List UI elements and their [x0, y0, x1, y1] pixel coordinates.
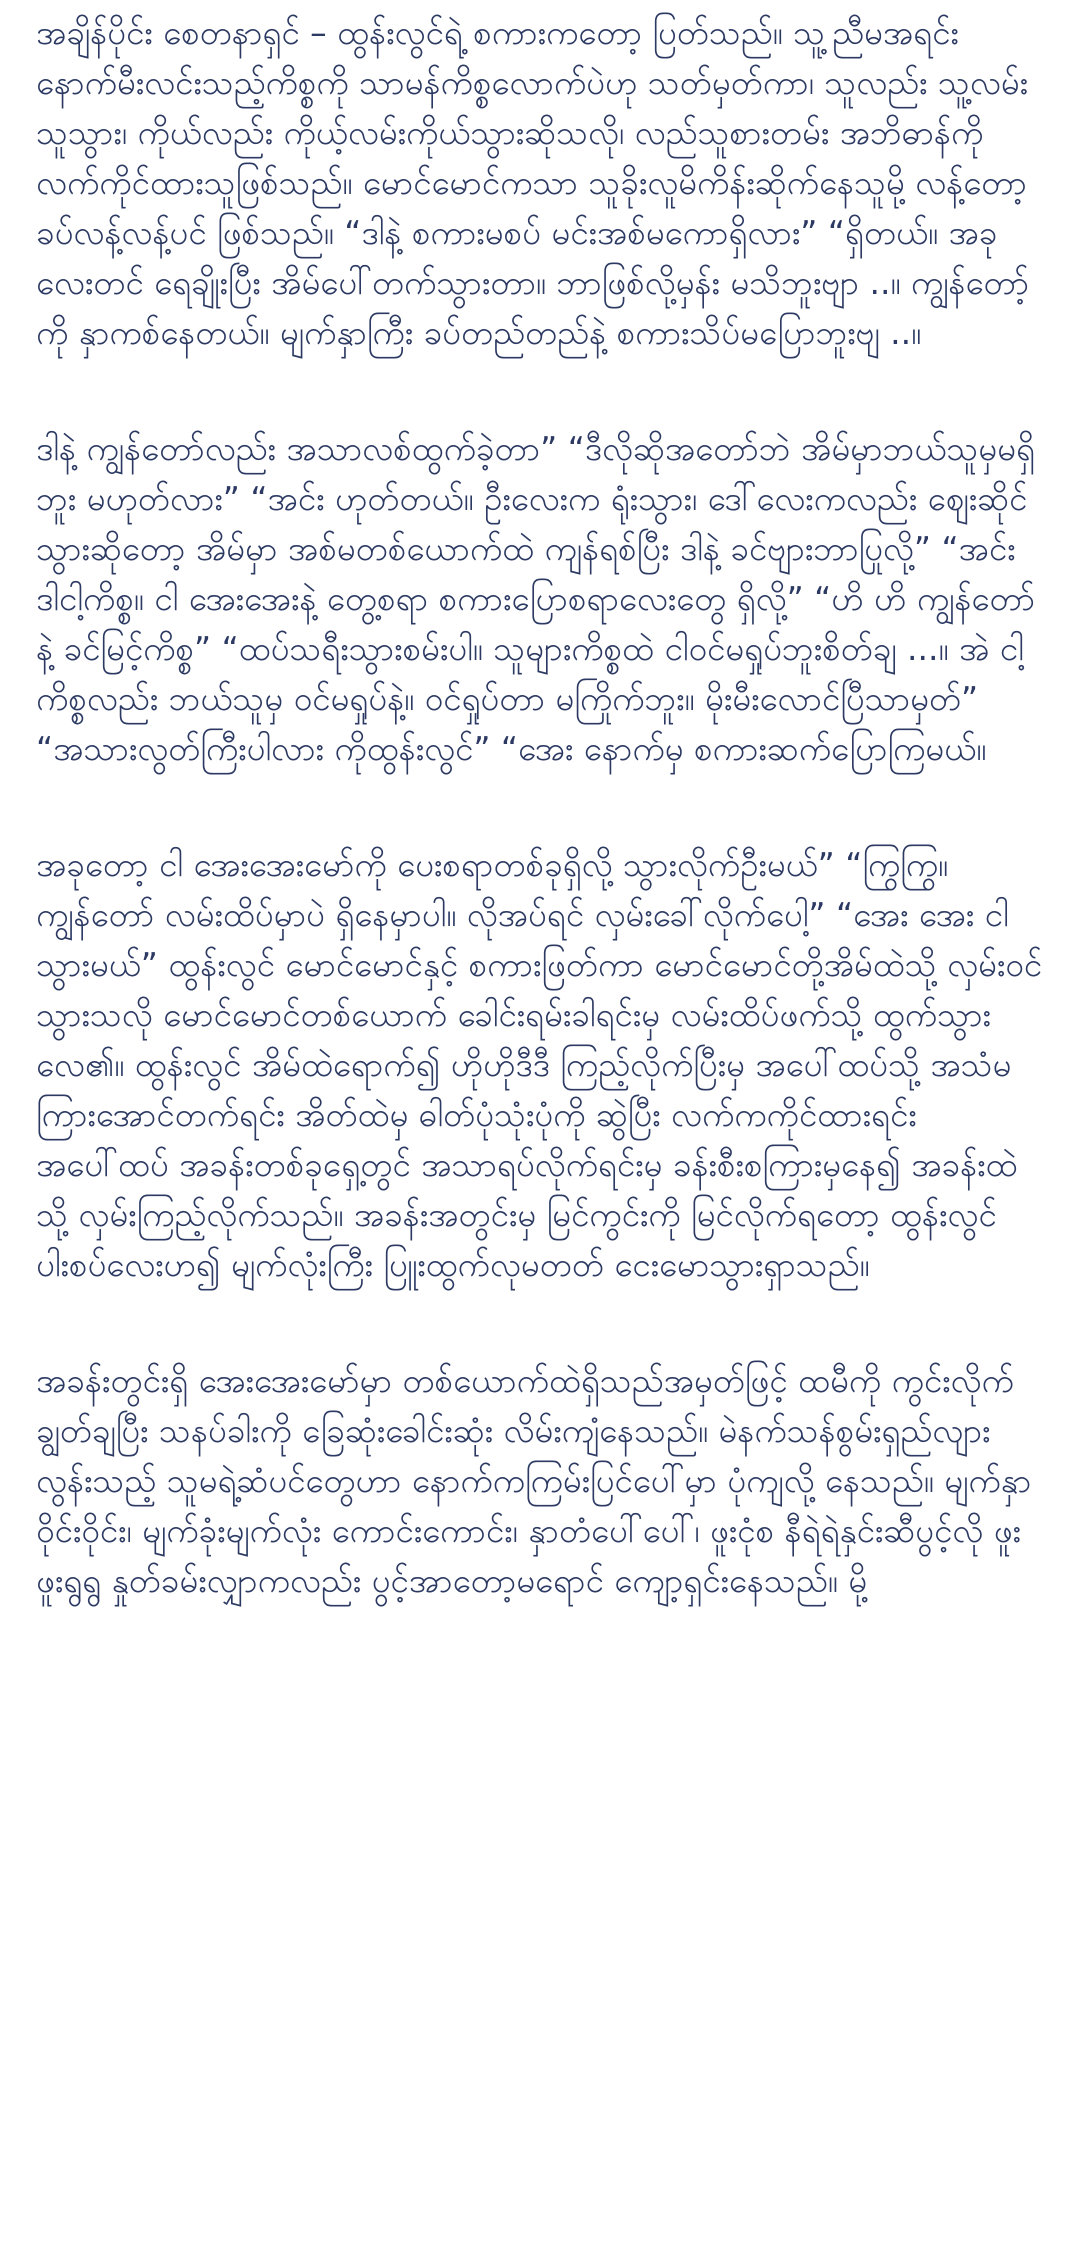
paragraph-4: အခန်းတွင်းရှိ အေးအေးမော်မှာ တစ်ယောက်ထဲရှိသည်အမှတ်ဖြင့် ထမီကို ကွင်းလိုက်ချွတ်ချပြီး သနပ်ခါးကို ခြေဆုံးခေါင်းဆုံး လိမ်းကျံနေသည်။ မဲနက်သန်စွမ်းရှည်လျားလွန်းသည့် သူမရဲ့ဆံပင်တွေဟာ နောက်ကကြမ်းပြင်ပေါ်မှာ ပုံကျလို့ နေသည်။ မျက်နှာဝိုင်းဝိုင်း၊ မျက်ခုံးမျက်လုံး ကောင်းကောင်း၊ နှာတံပေါ်ပေါ်၊ ဖူးငုံစ နီရဲရဲနှင်းဆီပွင့်လို ဖူးဖူးရွရွ နှုတ်ခမ်းလျှာကလည်း ပွင့်အာတော့မရောင် ကျော့ရှင်းနေသည်။ မို့ — [36, 1361, 1032, 1600]
paragraph-3: အခုတော့ ငါ အေးအေးမော်ကို ပေးစရာတစ်ခုရှိလို့ သွားလိုက်ဦးမယ်” “ကြွကြွ။ ကျွန်တော် လမ်းထိပ်မှာပဲ ရှိနေမှာပါ။ လိုအပ်ရင် လှမ်းခေါ်လိုက်ပေါ့” “အေး အေး ငါသွားမယ်” ထွန်းလွင် မောင်မောင်နှင့် စကားဖြတ်ကာ မောင်မောင်တို့အိမ်ထဲသို့ လှမ်းဝင်သွားသလို မောင်မောင်တစ်ယောက် ခေါင်းရမ်းခါရင်းမှ လမ်းထိပ်ဖက်သို့ ထွက်သွားလေ၏။ ထွန်းလွင် အိမ်ထဲရောက်၍ ဟိုဟိုဒီဒီ ကြည့်လိုက်ပြီးမှ အပေါ်ထပ်သို့ အသံမကြားအောင်တက်ရင်း အိတ်ထဲမှ ဓါတ်ပုံသုံးပုံကို ဆွဲပြီး လက်ကကိုင်ထားရင်း အပေါ်ထပ် အခန်းတစ်ခုရှေ့တွင် အသာရပ်လိုက်ရင်းမှ ခန်းစီးစကြားမှနေ၍ အခန်းထဲသို့ လှမ်းကြည့်လိုက်သည်။ အခန်းအတွင်းမှ မြင်ကွင်းကို မြင်လိုက်ရတော့ ထွန်းလွင် ပါးစပ်လေးဟ၍ မျက်လုံးကြီး ပြူးထွက်လုမတတ် ငေးမောသွားရှာသည်။ — [36, 845, 1043, 1284]
paragraph-1: အချိန်ပိုင်း စေတနာရှင် – ထွန်းလွင်ရဲ့ စကားကတော့ ပြတ်သည်။ သူ့ညီမအရင်း နောက်မီးလင်းသည့်ကိစ္စကို သာမန်ကိစ္စလောက်ပဲဟု သတ်မှတ်ကာ၊ သူလည်း သူ့လမ်းသူသွား၊ ကိုယ်လည်း ကိုယ့်လမ်းကိုယ်သွားဆိုသလို၊ လည်သူစားတမ်း အဘိဓာန်ကို လက်ကိုင်ထားသူဖြစ်သည်။ မောင်မောင်ကသာ သူခိုးလူမိကိန်းဆိုက်နေသူမို့ လန့်တော့ ခပ်လန့်လန့်ပင် ဖြစ်သည်။ “ဒါနဲ့ စကားမစပ် မင်းအစ်မကောရှိလား” “ရှိတယ်။ အခုလေးတင် ရေချိုးပြီး အိမ်ပေါ်တက်သွားတာ။ ဘာဖြစ်လို့မှန်း မသိဘူးဗျာ ..။ ကျွန်တော့်ကို နှာကစ်နေတယ်။ မျက်နှာကြီး ခပ်တည်တည်နဲ့ စကားသိပ်မပြောဘူးဗျ ..။ — [36, 13, 1030, 352]
paragraph-2: ဒါနဲ့ ကျွန်တော်လည်း အသာလစ်ထွက်ခဲ့တာ” “ဒီလိုဆိုအတော်ဘဲ အိမ်မှာဘယ်သူမှမရှိဘူး မဟုတ်လား” “အင်း ဟုတ်တယ်။ ဦးလေးက ရုံးသွား၊ ဒေါ်လေးကလည်း ဈေးဆိုင်သွားဆိုတော့ အိမ်မှာ အစ်မတစ်ယောက်ထဲ ကျန်ရစ်ပြီး ဒါနဲ့ ခင်ဗျားဘာပြုလို့” “အင်း ဒါငါ့ကိစ္စ။ ငါ အေးအေးနဲ့ တွေ့စရာ စကားပြောစရာလေးတွေ ရှိလို့” “ဟိ ဟိ ကျွန်တော်နဲ့ ခင်မြင့်ကိစ္စ” “ထပ်သရီးသွားစမ်းပါ။ သူများကိစ္စထဲ ငါဝင်မရှုပ်ဘူးစိတ်ချ ...။ အဲ ငါ့ကိစ္စလည်း ဘယ်သူမှ ဝင်မရှုပ်နဲ့။ ဝင်ရှုပ်တာ မကြိုက်ဘူး။ မိုးမီးလောင်ပြီသာမှတ်” “အသားလွတ်ကြီးပါလား ကိုထွန်းလွင်” “အေး နောက်မှ စကားဆက်ပြောကြမယ်။ — [36, 429, 1036, 768]
